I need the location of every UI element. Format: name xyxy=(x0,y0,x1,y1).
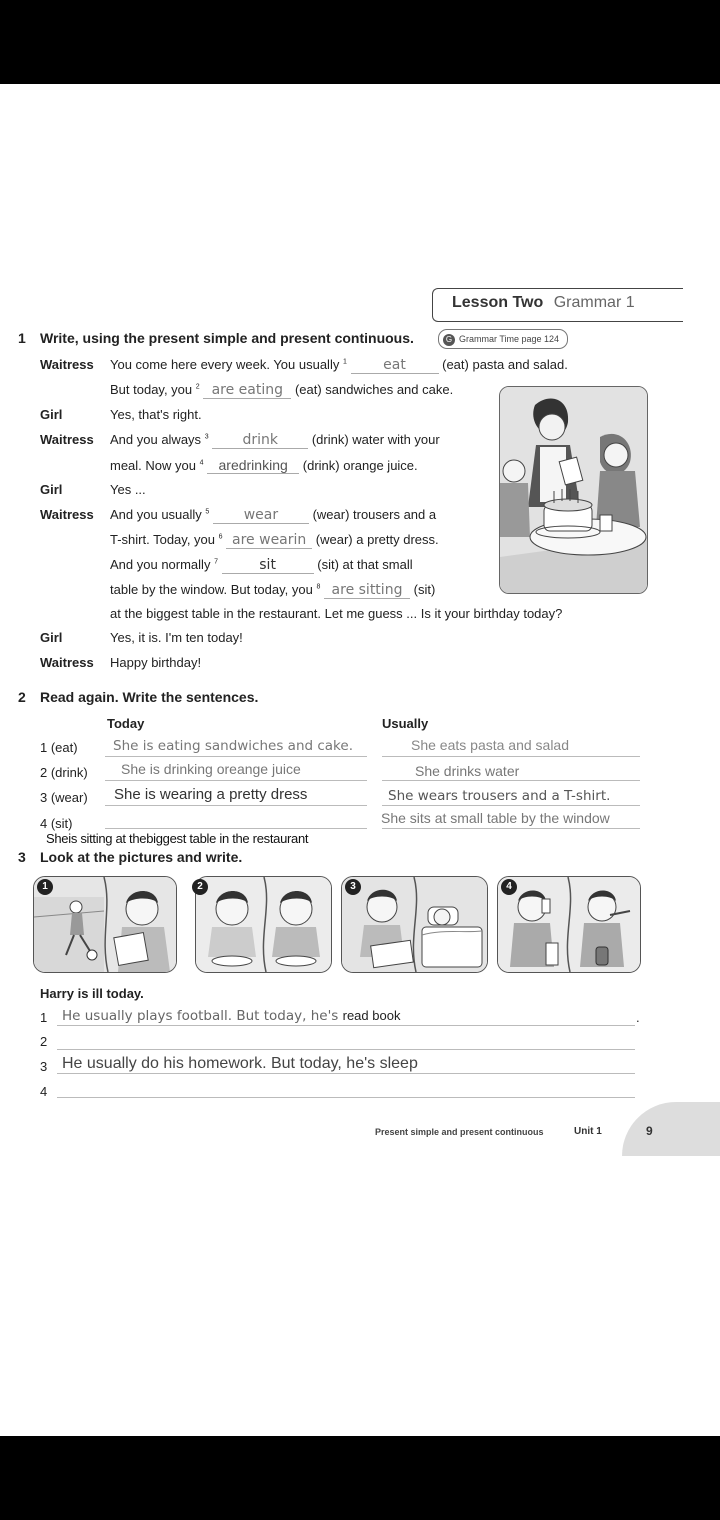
grammar-time-badge[interactable] xyxy=(438,329,568,349)
answer-line xyxy=(382,756,640,757)
usually-answer[interactable]: She wears trousers and a T-shirt. xyxy=(388,788,611,804)
gap-answer[interactable]: aredrinking xyxy=(207,457,299,474)
ex3-item-number: 2 xyxy=(40,1034,48,1049)
dialogue-line: T-shirt. Today, you $^6$ are wearin (wear) a pretty dress. xyxy=(110,532,439,548)
today-answer[interactable]: Sheis sitting at thebiggest table in the restaurant xyxy=(46,831,309,846)
dialogue-line: Yes ... xyxy=(110,482,146,497)
speaker-waitress: Waitress xyxy=(40,655,94,670)
ex3-answer[interactable]: He usually do his homework. But today, he's sleep xyxy=(62,1055,418,1072)
ex2-row-label: 4 (sit) xyxy=(40,816,73,831)
col-today-heading: Today xyxy=(107,716,145,731)
answer-line xyxy=(105,805,367,806)
answer-line xyxy=(57,1097,635,1098)
usually-answer[interactable]: She drinks water xyxy=(415,763,520,779)
drinking-and-medicine-image xyxy=(498,877,640,972)
answer-line xyxy=(57,1073,635,1074)
picture-1 xyxy=(33,876,177,973)
speaker-waitress: Waitress xyxy=(40,507,94,522)
gap-answer[interactable]: are eating xyxy=(203,382,291,399)
picture-4 xyxy=(497,876,641,973)
picture-3 xyxy=(341,876,488,973)
gap-answer[interactable]: are wearin xyxy=(226,532,312,549)
ex2-instruction: Read again. Write the sentences. xyxy=(40,689,259,705)
today-answer[interactable]: She is eating sandwiches and cake. xyxy=(113,738,353,754)
speaker-girl: Girl xyxy=(40,407,63,422)
footer-topic: Present simple and present continuous xyxy=(375,1127,544,1137)
picture-number: 3 xyxy=(345,879,361,895)
lesson-title: Lesson Two xyxy=(452,294,544,311)
col-usually-heading: Usually xyxy=(382,716,429,731)
ex2-row-label: 3 (wear) xyxy=(40,790,88,805)
answer-line xyxy=(57,1025,635,1026)
dialogue-line: You come here every week. You usually $^1$ eat (eat) pasta and salad. xyxy=(110,357,568,373)
dialogue-line: And you usually $^5$ wear (wear) trousers and a xyxy=(110,507,437,523)
restaurant-illustration xyxy=(499,386,648,594)
picture-number: 1 xyxy=(37,879,53,895)
answer-line xyxy=(382,828,640,829)
gap-answer[interactable]: are sitting xyxy=(324,582,410,599)
homework-and-bed-image xyxy=(342,877,487,972)
answer-line xyxy=(382,805,640,806)
ex3-number: 3 xyxy=(18,849,26,865)
dialogue-line: Yes, it is. I'm ten today! xyxy=(110,630,243,645)
ex3-subtitle: Harry is ill today. xyxy=(40,986,144,1001)
speaker-waitress: Waitress xyxy=(40,432,94,447)
speaker-girl: Girl xyxy=(40,482,63,497)
grammar-g-icon: G xyxy=(443,334,455,346)
football-and-reading-image xyxy=(34,877,176,972)
gap-answer[interactable]: drink xyxy=(212,432,308,449)
ex2-row-label: 2 (drink) xyxy=(40,765,88,780)
footer-unit: Unit 1 xyxy=(574,1126,602,1137)
dialogue-line: But today, you $^2$ are eating (eat) sandwiches and cake. xyxy=(110,382,454,398)
ex3-instruction: Look at the pictures and write. xyxy=(40,849,243,865)
ex2-row-label: 1 (eat) xyxy=(40,740,78,755)
dialogue-line: meal. Now you $^4$ aredrinking (drink) orange juice. xyxy=(110,457,418,473)
lesson-header xyxy=(452,294,635,312)
lesson-subtitle: Grammar 1 xyxy=(553,294,635,311)
picture-2 xyxy=(195,876,332,973)
ex1-instruction: Write, using the present simple and present continuous. xyxy=(40,330,414,346)
dialogue-line: table by the window. But today, you $^8$ are sitting (sit) xyxy=(110,582,436,598)
answer-line xyxy=(105,780,367,781)
page-number-tab xyxy=(622,1102,720,1156)
answer-line xyxy=(105,828,367,829)
birthday-scene-image xyxy=(500,387,647,593)
page-number: 9 xyxy=(646,1124,653,1138)
dialogue-line: Happy birthday! xyxy=(110,655,202,670)
today-answer[interactable]: She is drinking oreange juice xyxy=(121,761,301,777)
usually-answer[interactable]: She sits at small table by the window xyxy=(381,810,610,826)
sentence-end: . xyxy=(636,1010,640,1025)
usually-answer[interactable]: She eats pasta and salad xyxy=(411,737,570,753)
picture-number: 2 xyxy=(192,879,208,895)
ex3-item-number: 1 xyxy=(40,1010,48,1025)
picture-number: 4 xyxy=(501,879,517,895)
eating-meal-image xyxy=(196,877,331,972)
dialogue-line: Yes, that's right. xyxy=(110,407,202,422)
ex1-number: 1 xyxy=(18,330,26,346)
ex2-number: 2 xyxy=(18,689,26,705)
dialogue-line: And you normally $^7$ sit (sit) at that small xyxy=(110,557,413,573)
answer-line xyxy=(57,1049,635,1050)
ex3-answer[interactable]: He usually plays football. But today, he's read book xyxy=(62,1008,401,1024)
gap-answer[interactable]: wear xyxy=(213,507,309,524)
badge-text: Grammar Time page 124 xyxy=(459,334,560,344)
dialogue-line: at the biggest table in the restaurant. Let me guess ... Is it your birthday today? xyxy=(110,606,563,621)
answer-line xyxy=(382,780,640,781)
answer-line xyxy=(105,756,367,757)
today-answer[interactable]: She is wearing a pretty dress xyxy=(114,786,308,803)
ex3-item-number: 4 xyxy=(40,1084,48,1099)
speaker-waitress: Waitress xyxy=(40,357,94,372)
gap-answer[interactable]: sit xyxy=(222,557,314,574)
ex3-item-number: 3 xyxy=(40,1059,48,1074)
gap-answer[interactable]: eat xyxy=(351,357,439,374)
workbook-page xyxy=(0,84,720,1436)
speaker-girl: Girl xyxy=(40,630,63,645)
dialogue-line: And you always $^3$ drink (drink) water with your xyxy=(110,432,440,448)
